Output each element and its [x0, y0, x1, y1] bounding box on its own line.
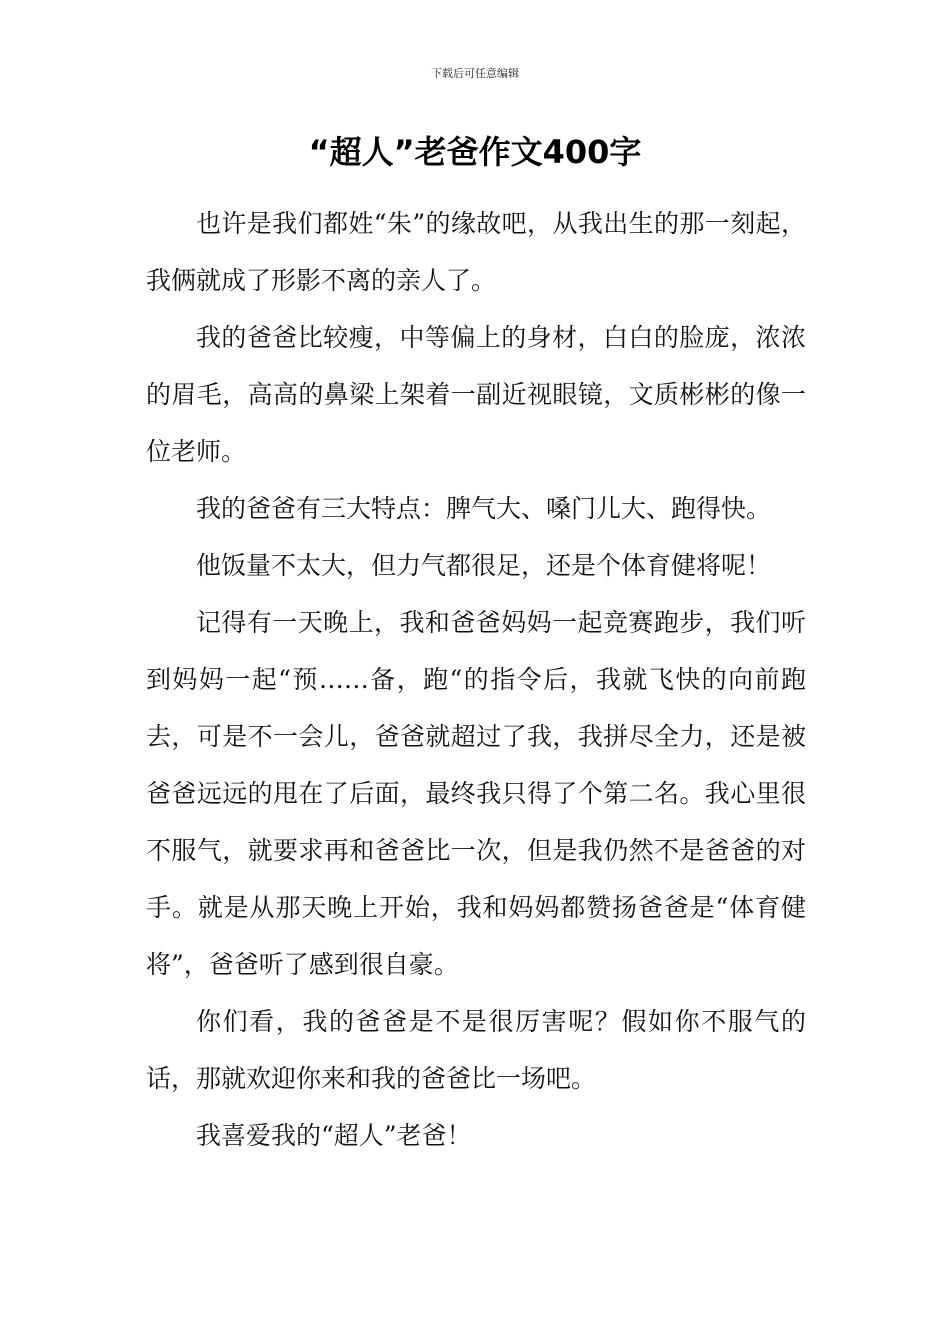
paragraph-5: 记得有一天晚上，我和爸爸妈妈一起竞赛跑步，我们听到妈妈一起“预……备，跑“的指令后，我就飞快的向前跑去，可是不一会儿，爸爸就超过了我，我拼尽全力，还是被爸爸远远的甩在了后面，最终我只得了个第二名。我心里很不服气，就要求再和爸爸比一次，但是我仍然不是爸爸的对手。就是从那天晚上开始，我和妈妈都赞扬爸爸是“体育健将”，爸爸听了感到很自豪。	[146, 608, 806, 979]
paragraph-4: 他饭量不太大，但力气都很足，还是个体育健将呢！	[196, 551, 772, 580]
paragraph-1: 也许是我们都姓“朱”的缘故吧，从我出生的那一刻起，我俩就成了形影不离的亲人了。	[146, 209, 806, 295]
document-body	[146, 195, 806, 1164]
paragraph-3: 我的爸爸有三大特点：脾气大、嗓门儿大、跑得快。	[196, 494, 772, 523]
document-title: “超人”老爸作文400字	[308, 133, 642, 171]
paragraph-6: 你们看，我的爸爸是不是很厉害呢？假如你不服气的话，那就欢迎你来和我的爸爸比一场吧。	[146, 1007, 806, 1093]
header-note: 下载后可任意编辑	[431, 67, 519, 80]
paragraph-7: 我喜爱我的“超人”老爸！	[196, 1121, 472, 1150]
paragraph-2: 我的爸爸比较瘦，中等偏上的身材，白白的脸庞，浓浓的眉毛，高高的鼻梁上架着一副近视眼镜，文质彬彬的像一位老师。	[146, 323, 806, 466]
